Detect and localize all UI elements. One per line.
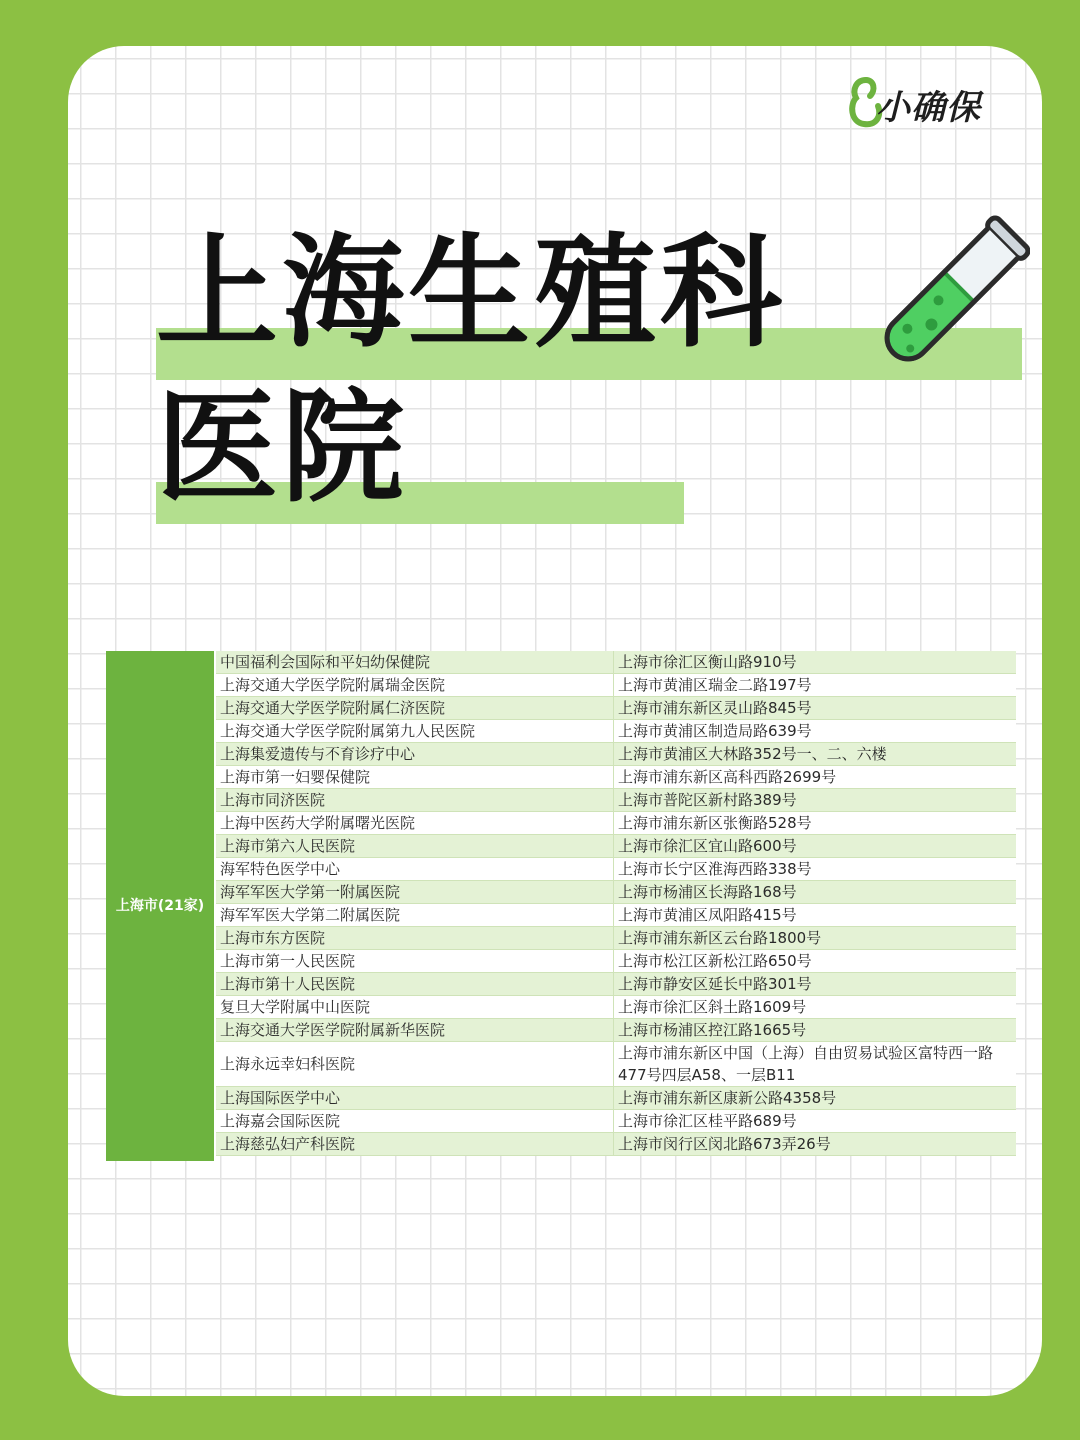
hospital-name-cell: 上海市第一妇婴保健院 (216, 766, 614, 788)
hospital-name-cell: 复旦大学附属中山医院 (216, 996, 614, 1018)
table-row (216, 789, 1016, 812)
hospital-name-cell: 上海集爱遗传与不育诊疗中心 (216, 743, 614, 765)
title-line-1: 上海生殖科 (156, 222, 786, 364)
table-row (216, 720, 1016, 743)
hospital-address-cell: 上海市普陀区新村路389号 (618, 791, 797, 809)
hospital-address-cell: 上海市静安区延长中路301号 (618, 975, 812, 993)
hospital-name-cell: 中国福利会国际和平妇幼保健院 (216, 651, 614, 673)
hospital-address-cell: 上海市浦东新区中国（上海）自由贸易试验区富特西一路477号四层A58、一层B11 (618, 1044, 994, 1084)
hospital-address-cell: 上海市徐汇区斜土路1609号 (618, 998, 807, 1016)
hospital-address-cell: 上海市长宁区淮海西路338号 (618, 860, 812, 878)
table-row (216, 651, 1016, 674)
hospital-name-cell: 上海嘉会国际医院 (216, 1110, 614, 1132)
table-row (216, 1042, 1016, 1087)
table-row (216, 927, 1016, 950)
table-row (216, 1133, 1016, 1156)
table-row (216, 858, 1016, 881)
brand-logo (846, 72, 1016, 132)
hospital-address-cell: 上海市黄浦区制造局路639号 (618, 722, 812, 740)
page-title (156, 216, 786, 526)
hospital-name-cell: 上海国际医学中心 (216, 1087, 614, 1109)
table-row (216, 766, 1016, 789)
table-row (216, 812, 1016, 835)
table-row (216, 835, 1016, 858)
hospital-name-cell: 海军特色医学中心 (216, 858, 614, 880)
hospital-address-cell: 上海市黄浦区凤阳路415号 (618, 906, 797, 924)
table-row (216, 950, 1016, 973)
hospital-name-cell: 上海市第六人民医院 (216, 835, 614, 857)
table-row (216, 996, 1016, 1019)
hospital-name-cell: 上海交通大学医学院附属第九人民医院 (216, 720, 614, 742)
table-row (216, 1110, 1016, 1133)
table-row (216, 674, 1016, 697)
hospital-name-cell: 上海市第十人民医院 (216, 973, 614, 995)
table-row (216, 743, 1016, 766)
hospital-name-cell: 海军军医大学第二附属医院 (216, 904, 614, 926)
hospital-name-cell: 上海市东方医院 (216, 927, 614, 949)
hospital-name-cell: 上海交通大学医学院附属仁济医院 (216, 697, 614, 719)
hospital-address-cell: 上海市徐汇区桂平路689号 (618, 1112, 797, 1130)
table-row (216, 881, 1016, 904)
hospital-address-cell: 上海市浦东新区张衡路528号 (618, 814, 812, 832)
hospital-address-cell: 上海市松江区新松江路650号 (618, 952, 812, 970)
hospital-address-cell: 上海市浦东新区康新公路4358号 (618, 1089, 837, 1107)
hospital-address-cell: 上海市徐汇区衡山路910号 (618, 653, 797, 671)
hospital-name-cell: 上海永远幸妇科医院 (216, 1042, 614, 1086)
hospital-name-cell: 海军军医大学第一附属医院 (216, 881, 614, 903)
hospital-address-cell: 上海市闵行区闵北路673弄26号 (618, 1135, 831, 1153)
hospital-name-cell: 上海市第一人民医院 (216, 950, 614, 972)
hospital-address-cell: 上海市徐汇区宜山路600号 (618, 837, 797, 855)
table-row (216, 697, 1016, 720)
hospital-address-cell: 上海市浦东新区高科西路2699号 (618, 768, 837, 786)
hospital-name-cell: 上海交通大学医学院附属新华医院 (216, 1019, 614, 1041)
hospital-address-cell: 上海市浦东新区云台路1800号 (618, 929, 822, 947)
hospital-address-cell: 上海市杨浦区长海路168号 (618, 883, 797, 901)
hospital-table (106, 651, 1016, 1161)
table-row (216, 1087, 1016, 1110)
region-cell: 上海市(21家) (106, 651, 216, 1161)
hospital-address-cell: 上海市浦东新区灵山路845号 (618, 699, 812, 717)
title-line-2: 医院 (156, 377, 408, 519)
test-tube-icon (864, 214, 1030, 384)
hospital-address-cell: 上海市黄浦区大林路352号一、二、六楼 (618, 745, 887, 763)
hospital-address-cell: 上海市黄浦区瑞金二路197号 (618, 676, 812, 694)
brand-logo-text: 小确保 (876, 88, 981, 128)
hospital-name-cell: 上海中医药大学附属曙光医院 (216, 812, 614, 834)
content-card (68, 46, 1042, 1396)
table-row (216, 904, 1016, 927)
table-rows (216, 651, 1016, 1161)
hospital-address-cell: 上海市杨浦区控江路1665号 (618, 1021, 807, 1039)
hospital-name-cell: 上海慈弘妇产科医院 (216, 1133, 614, 1155)
table-row (216, 973, 1016, 996)
hospital-name-cell: 上海交通大学医学院附属瑞金医院 (216, 674, 614, 696)
hospital-name-cell: 上海市同济医院 (216, 789, 614, 811)
table-row (216, 1019, 1016, 1042)
